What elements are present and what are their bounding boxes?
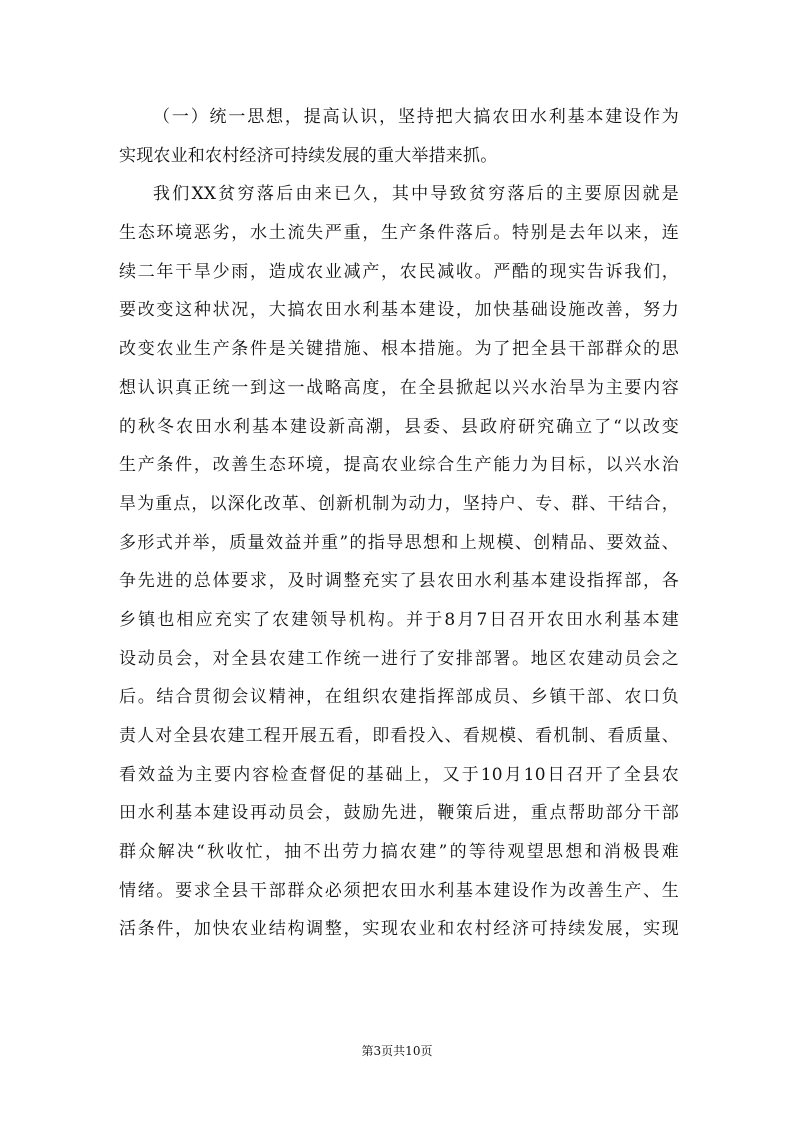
text-line: 争先进的总体要求，及时调整充实了县农田水利基本建设指挥部，各	[119, 571, 679, 592]
text-line: 田水利基本建设再动员会，鼓励先进，鞭策后进，重点帮助部分干部	[119, 803, 679, 824]
text-line: 的秋冬农田水利基本建设新高潮，县委、县政府研究确立了“以改变	[119, 416, 679, 437]
text-line: 改变农业生产条件是关键措施、根本措施。为了把全县干部群众的思	[119, 339, 679, 360]
document-body	[119, 98, 679, 949]
text-line: （一）统一思想，提高认识，坚持把大搞农田水利基本建设作为	[153, 107, 679, 127]
text-line: 生产条件，改善生态环境，提高农业综合生产能力为目标，以兴水治	[119, 455, 679, 476]
text-line: 续二年干旱少雨，造成农业减产，农民减收。严酷的现实告诉我们，	[119, 261, 679, 282]
text-line: 乡镇也相应充实了农建领导机构。并于8月7日召开农田水利基本建	[119, 609, 679, 630]
text-line: 实现农业和农村经济可持续发展的重大举措来抓。	[119, 145, 498, 166]
text-line: 看效益为主要内容检查督促的基础上，又于10月10日召开了全县农	[119, 764, 679, 785]
text-line: 我们XX贫穷落后由来已久，其中导致贫穷落后的主要原因就是	[153, 184, 679, 205]
text-line: 旱为重点，以深化改革、创新机制为动力，坚持户、专、群、干结合，	[119, 493, 679, 514]
text-line: 群众解决“秋收忙，抽不出劳力搞农建”的等待观望思想和消极畏难	[119, 842, 679, 863]
text-line: 后。结合贯彻会议精神，在组织农建指挥部成员、乡镇干部、农口负	[119, 687, 679, 708]
page-footer	[0, 1043, 794, 1059]
text-line: 责人对全县农建工程开展五看，即看投入、看规模、看机制、看质量、	[119, 726, 679, 746]
text-line: 多形式并举，质量效益并重”的指导思想和上规模、创精品、要效益、	[119, 532, 679, 553]
text-line: 想认识真正统一到这一战略高度，在全县掀起以兴水治旱为主要内容	[119, 377, 679, 398]
text-line: 生态环境恶劣，水土流失严重，生产条件落后。特别是去年以来，连	[119, 223, 679, 244]
page-number-label: 第3页共10页	[361, 1044, 433, 1058]
text-line: 情绪。要求全县干部群众必须把农田水利基本建设作为改善生产、生	[119, 880, 679, 901]
text-line: 活条件，加快农业结构调整，实现农业和农村经济可持续发展，实现	[119, 919, 679, 940]
text-line: 设动员会，对全县农建工作统一进行了安排部署。地区农建动员会之	[119, 648, 679, 669]
text-line: 要改变这种状况，大搞农田水利基本建设，加快基础设施改善，努力	[119, 300, 679, 321]
